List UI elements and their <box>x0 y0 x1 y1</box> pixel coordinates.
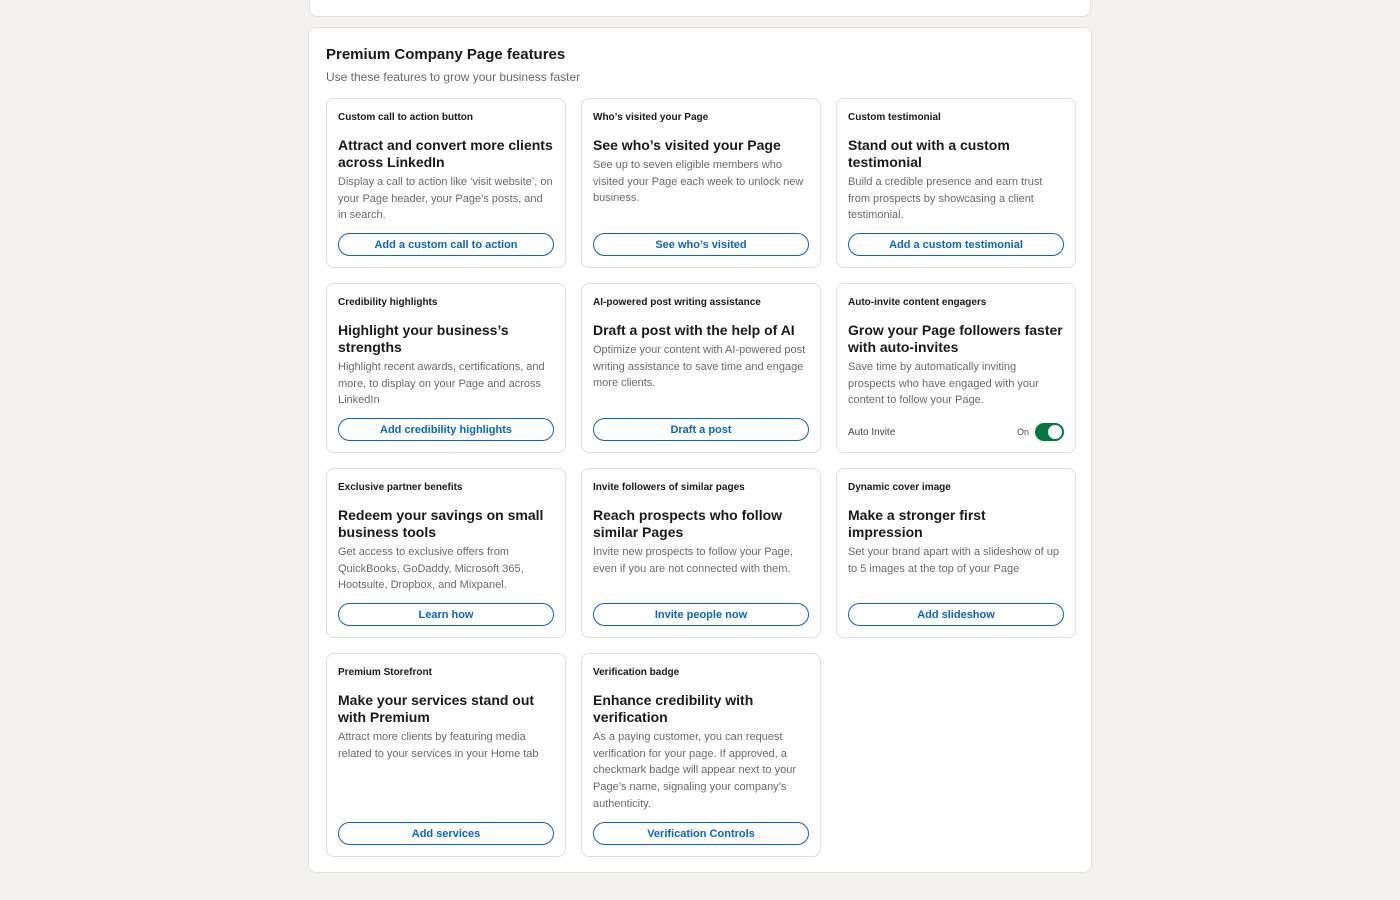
card-eyebrow: Exclusive partner benefits <box>338 482 463 493</box>
add-services-button[interactable]: Add services <box>338 822 554 845</box>
card-title: See who’s visited your Page <box>593 137 781 153</box>
card-description: Build a credible presence and earn trust from prospects by showcasing a client testimonial. <box>848 176 1043 222</box>
add-custom-testimonial-button[interactable]: Add a custom testimonial <box>848 233 1064 256</box>
card-eyebrow: Premium Storefront <box>338 667 432 678</box>
feature-card-grid <box>326 98 1076 857</box>
feature-card-auto-invite <box>836 283 1076 453</box>
see-whos-visited-button[interactable]: See who’s visited <box>593 233 809 256</box>
card-description: Invite new prospects to follow your Page, even if you are not connected with them. <box>593 546 793 575</box>
card-title: Stand out with a custom testimonial <box>848 137 1010 170</box>
card-title: Attract and convert more clients across LinkedIn <box>338 137 553 170</box>
feature-card-custom-cta <box>326 98 566 268</box>
toggle-knob <box>1048 425 1062 439</box>
card-description: Display a call to action like ‘visit website’, on your Page header, your Page’s posts, and in search. <box>338 176 553 222</box>
add-slideshow-button[interactable]: Add slideshow <box>848 603 1064 626</box>
feature-card-custom-testimonial <box>836 98 1076 268</box>
card-eyebrow: Who’s visited your Page <box>593 112 709 123</box>
card-eyebrow: Invite followers of similar pages <box>593 482 745 493</box>
card-description: As a paying customer, you can request verification for your page. If approved, a checkmark badge will appear next to your Page’s name, signaling your company’s authenticity. <box>593 731 796 810</box>
card-eyebrow: Custom call to action button <box>338 112 473 123</box>
feature-card-credibility-highlights <box>326 283 566 453</box>
card-description: Attract more clients by featuring media related to your services in your Home tab <box>338 731 539 760</box>
card-description: Save time by automatically inviting prospects who have engaged with your content to follow your Page. <box>848 361 1039 407</box>
card-title: Highlight your business’s strengths <box>338 322 509 355</box>
card-title: Enhance credibility with verification <box>593 692 754 725</box>
learn-how-button[interactable]: Learn how <box>338 603 554 626</box>
auto-invite-toggle[interactable] <box>1035 423 1064 441</box>
card-eyebrow: AI-powered post writing assistance <box>593 297 761 308</box>
auto-invite-toggle-row <box>848 422 1064 442</box>
card-title: Make a stronger first impression <box>848 507 986 540</box>
card-description: Highlight recent awards, certifications, and more, to display on your Page and across LinkedIn <box>338 361 545 407</box>
card-title: Redeem your savings on small business tools <box>338 507 544 540</box>
feature-card-dynamic-cover <box>836 468 1076 638</box>
feature-card-ai-post-writing <box>581 283 821 453</box>
feature-card-premium-storefront <box>326 653 566 857</box>
section-subtitle: Use these features to grow your business faster <box>326 70 581 84</box>
card-title: Make your services stand out with Premium <box>338 692 535 725</box>
add-credibility-highlights-button[interactable]: Add credibility highlights <box>338 418 554 441</box>
card-title: Draft a post with the help of AI <box>593 322 795 338</box>
toggle-state-text: On <box>1016 427 1029 437</box>
card-description: Get access to exclusive offers from QuickBooks, GoDaddy, Microsoft 365, Hootsuite, Dropbox, and Mixpanel. <box>338 546 524 592</box>
feature-card-verification-badge <box>581 653 821 857</box>
premium-features-section <box>308 27 1092 873</box>
card-eyebrow: Auto-invite content engagers <box>848 297 987 308</box>
toggle-group <box>1017 423 1064 441</box>
feature-card-partner-benefits <box>326 468 566 638</box>
draft-a-post-button[interactable]: Draft a post <box>593 418 809 441</box>
invite-people-now-button[interactable]: Invite people now <box>593 603 809 626</box>
card-title: Grow your Page followers faster with auto-invites <box>848 322 1063 355</box>
card-eyebrow: Verification badge <box>593 667 680 678</box>
card-title: Reach prospects who follow similar Pages <box>593 507 783 540</box>
auto-invite-label: Auto Invite <box>848 426 896 438</box>
card-description: See up to seven eligible members who visited your Page each week to unlock new business. <box>593 159 804 205</box>
section-title: Premium Company Page features <box>326 46 566 63</box>
feature-card-invite-similar-followers <box>581 468 821 638</box>
card-description: Set your brand apart with a slideshow of up to 5 images at the top of your Page <box>848 546 1059 575</box>
card-description: Optimize your content with AI-powered post writing assistance to save time and engage more clients. <box>593 344 806 390</box>
previous-section-card <box>309 0 1091 17</box>
add-custom-cta-button[interactable]: Add a custom call to action <box>338 233 554 256</box>
verification-controls-button[interactable]: Verification Controls <box>593 822 809 845</box>
card-eyebrow: Custom testimonial <box>848 112 941 123</box>
feature-card-page-visitors <box>581 98 821 268</box>
card-eyebrow: Dynamic cover image <box>848 482 951 493</box>
card-eyebrow: Credibility highlights <box>338 297 438 308</box>
